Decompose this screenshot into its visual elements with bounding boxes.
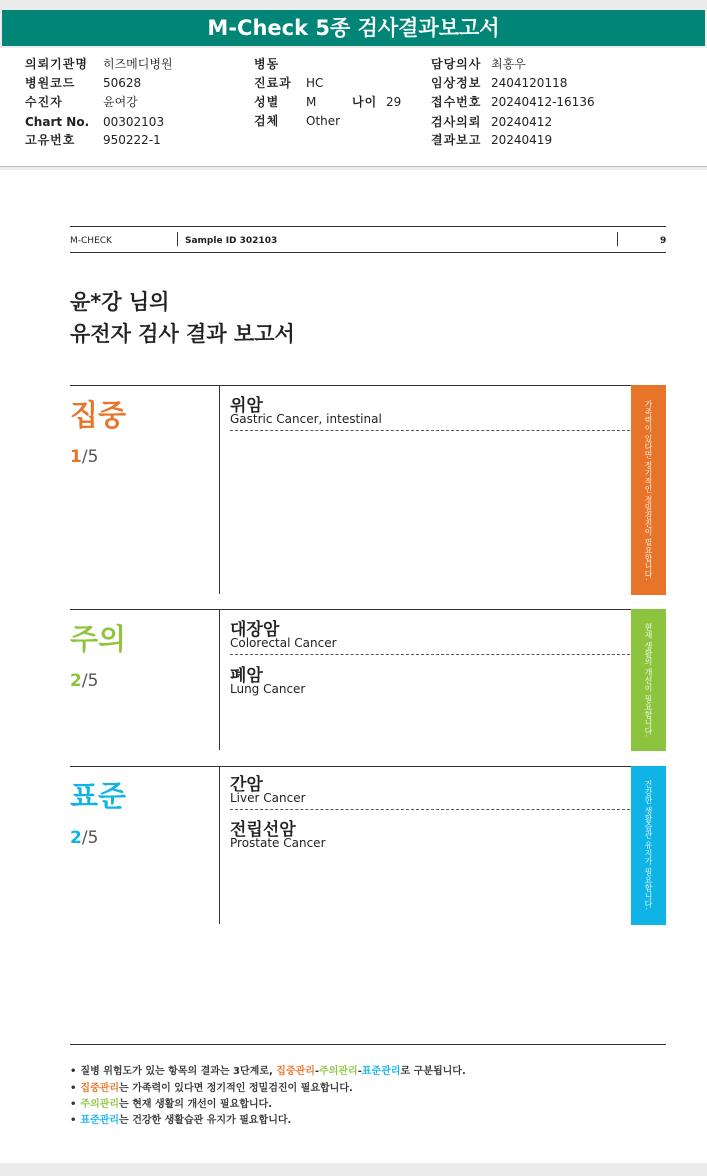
disease-name: 대장암 bbox=[230, 620, 280, 640]
report-title-bar bbox=[2, 10, 705, 46]
report-title: M-Check 5종 검사결과보고서 bbox=[207, 16, 500, 40]
footnote-4: • 표준관리는 건강한 생활습관 유지가 필요합니다. bbox=[70, 1115, 292, 1126]
patient-info-panel: 의뢰기관명 히즈메디병원 병원코드 50628 수진자 윤여강 Chart No. 00302103 고유번호 950222-1 병동 진료과 HC 성별 M 나이 29 검체 Other 담당의사 최홍우 임상정보 2404120118 접수번호 20240412-16136 검사의뢰 20240412 결과보고 20240419 bbox=[0, 48, 707, 167]
disease-english-name: Colorectal Cancer bbox=[230, 636, 337, 650]
side-note-standard: 건강한 생활습관 유지가 필요합니다. bbox=[631, 766, 666, 925]
disease-name: 전립선암 bbox=[230, 820, 296, 840]
page-number: 9 bbox=[660, 236, 667, 246]
dotted-separator bbox=[230, 430, 630, 431]
footnote-2: • 집중관리는 가족력이 있다면 정기적인 정밀검진이 필요합니다. bbox=[70, 1083, 353, 1094]
disease-english-name: Liver Cancer bbox=[230, 791, 306, 805]
heading-line-2: 유전자 검사 결과 보고서 bbox=[70, 322, 295, 346]
report-page bbox=[0, 170, 707, 1163]
section-rule bbox=[70, 609, 631, 610]
risk-count: 1/5 bbox=[70, 447, 99, 467]
disease-english-name: Gastric Cancer, intestinal bbox=[230, 412, 382, 426]
section-standard bbox=[70, 766, 666, 925]
dotted-separator bbox=[230, 809, 630, 810]
sample-id: Sample ID 302103 bbox=[185, 236, 278, 246]
section-rule bbox=[70, 385, 631, 386]
footnote-3: • 주의관리는 현재 생활의 개선이 필요합니다. bbox=[70, 1099, 273, 1110]
section-focus bbox=[70, 385, 666, 595]
section-rule bbox=[70, 766, 631, 767]
heading-line-1: 윤*강 님의 bbox=[70, 290, 170, 314]
side-note-caution: 현재 생활의 개선이 필요합니다. bbox=[631, 609, 666, 751]
disease-name: 위암 bbox=[230, 396, 263, 416]
brand-label: M-CHECK bbox=[70, 236, 112, 246]
footnote-1: • 질병 위험도가 있는 항목의 결과는 3단계로, 집중관리-주의관리-표준관리로 구분됩니다. bbox=[70, 1066, 466, 1077]
disease-name: 폐암 bbox=[230, 666, 263, 686]
section-divider bbox=[219, 766, 220, 924]
header-top-rule bbox=[70, 226, 666, 227]
section-caution bbox=[70, 609, 666, 751]
section-divider bbox=[219, 609, 220, 750]
side-note-focus: 가족력이 있다면 정기적인 정밀검진이 필요합니다. bbox=[631, 385, 666, 595]
header-divider bbox=[177, 232, 178, 246]
dotted-separator bbox=[230, 654, 630, 655]
footnote-rule bbox=[70, 1044, 666, 1045]
risk-count: 2/5 bbox=[70, 671, 99, 691]
risk-count: 2/5 bbox=[70, 828, 99, 848]
header-divider bbox=[617, 232, 618, 246]
disease-name: 간암 bbox=[230, 775, 263, 795]
disease-english-name: Prostate Cancer bbox=[230, 836, 326, 850]
category-label: 집중 bbox=[70, 398, 127, 432]
category-label: 주의 bbox=[70, 622, 127, 656]
header-bottom-rule bbox=[70, 252, 666, 253]
report-heading bbox=[70, 286, 295, 350]
disease-english-name: Lung Cancer bbox=[230, 682, 306, 696]
section-divider bbox=[219, 385, 220, 594]
category-label: 표준 bbox=[70, 779, 127, 813]
